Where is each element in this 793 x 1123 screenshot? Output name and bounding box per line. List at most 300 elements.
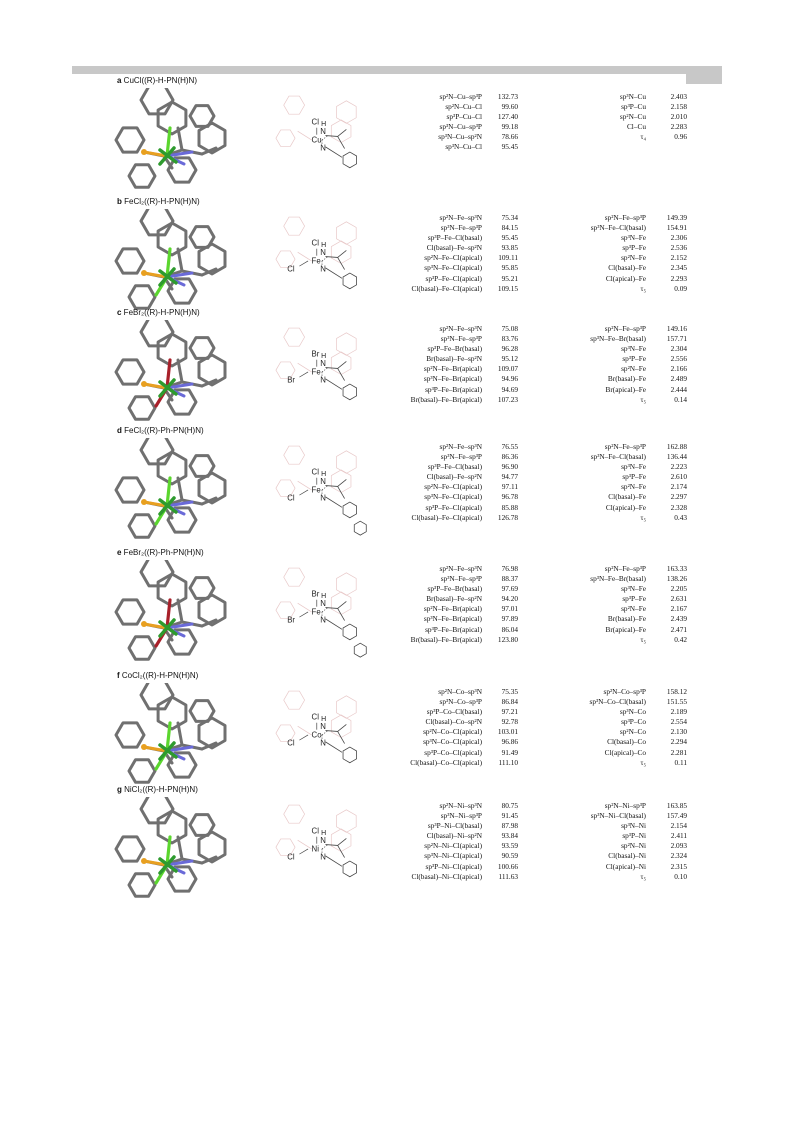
panel-title: [117, 308, 200, 317]
angles-table: [372, 213, 518, 294]
ring-2: [116, 128, 144, 152]
table-row: [552, 462, 687, 472]
measure-label: sp³P–Fe–Br(basal): [427, 584, 482, 594]
table-row: [552, 233, 687, 243]
measure-label: sp³N–Co: [619, 707, 646, 717]
structure-drawing: [262, 795, 382, 895]
table-row: [372, 462, 518, 472]
measure-value: 149.16: [666, 324, 687, 333]
measure-label: Br(basal)–Fe: [607, 374, 646, 384]
table-row: [552, 344, 687, 354]
table-row: [372, 354, 518, 364]
measure-label: sp³N–Ni–sp³P: [440, 811, 482, 821]
ring-6: [190, 815, 214, 836]
table-row: [552, 472, 687, 482]
table-row: [552, 385, 687, 395]
measure-value: 2.304: [670, 344, 687, 354]
table-row: [372, 635, 518, 645]
measure-value: 86.36: [501, 452, 518, 462]
measure-label: sp³N–Fe–Br(apical): [423, 374, 482, 384]
table-row: [552, 503, 687, 513]
measure-value: 2.283: [670, 122, 687, 132]
measure-label: Cl(basal)–Co: [607, 737, 646, 747]
measure-label: sp³N–Fe–Br(basal): [590, 334, 646, 344]
panel-a: [72, 76, 722, 188]
measure-label: sp³P–Fe–Cl(basal): [427, 462, 482, 472]
measure-value: 2.223: [670, 462, 687, 472]
panel-letter: d: [117, 426, 122, 435]
panel-letter: b: [117, 197, 122, 206]
measure-value: 2.489: [670, 374, 687, 384]
measure-label: sp³P–Ni–Cl(basal): [427, 821, 482, 831]
table-row: [552, 395, 687, 405]
measure-label: sp³P–Fe: [622, 594, 646, 604]
measure-label: Br(basal)–Fe–Br(apical): [410, 634, 482, 644]
measure-label: τ₅: [640, 871, 646, 881]
measure-label: sp³P–Fe–Br(apical): [425, 384, 482, 394]
measure-value: 2.631: [670, 594, 687, 604]
measure-value: 91.49: [501, 747, 518, 757]
ring-1: [158, 102, 186, 134]
measure-value: 86.04: [501, 624, 518, 634]
measure-label: sp³N–Cu–sp²N: [438, 132, 482, 142]
measure-value: 95.12: [501, 354, 518, 364]
measure-value: 0.10: [674, 871, 687, 881]
table-row: [372, 472, 518, 482]
svg-text:N: N: [320, 126, 326, 136]
panel-title: [117, 426, 204, 435]
table-row: [552, 625, 687, 635]
ring-2: [116, 600, 144, 624]
table-row: [552, 213, 687, 223]
measure-label: sp³P–Fe–Br(apical): [425, 624, 482, 634]
table-row: [552, 284, 687, 294]
svg-text:H: H: [321, 353, 327, 360]
panel-letter: e: [117, 548, 122, 557]
ring-2: [116, 723, 144, 747]
measure-value: 2.328: [670, 502, 687, 512]
table-row: [552, 274, 687, 284]
measure-label: sp³P–Fe–Cl(basal): [427, 233, 482, 243]
metal-label: Fe: [311, 607, 321, 617]
ring-6: [190, 456, 214, 477]
measure-label: τ₅: [640, 394, 646, 404]
svg-text:H: H: [321, 830, 327, 837]
panel-g: [72, 785, 722, 897]
measure-label: sp²N–Fe–sp³P: [604, 442, 646, 451]
measure-value: 96.78: [501, 492, 518, 502]
measure-label: sp³N–Fe–Cl(apical): [424, 263, 482, 273]
measure-value: 76.55: [501, 442, 518, 451]
measure-value: 162.88: [666, 442, 687, 451]
measure-label: sp²N–Fe–sp³N: [439, 442, 482, 451]
measure-label: sp²N–Co–Cl(apical): [423, 727, 482, 737]
measure-label: sp²N–Fe–sp³N: [439, 324, 482, 333]
table-row: [372, 872, 518, 882]
measure-value: 97.21: [501, 707, 518, 717]
panel-e: [72, 548, 722, 660]
halide-label: Br: [311, 589, 320, 599]
measure-value: 0.09: [674, 283, 687, 293]
measure-label: τ₅: [640, 283, 646, 293]
table-row: [372, 513, 518, 523]
measure-value: 2.610: [670, 472, 687, 482]
ring-2: [116, 478, 144, 502]
table-row: [552, 758, 687, 768]
ring-1: [158, 574, 186, 606]
crystal-structure-image: [112, 88, 252, 193]
svg-text:N: N: [320, 615, 326, 625]
svg-text:N: N: [320, 493, 326, 503]
structure-drawing: [262, 558, 382, 658]
measure-label: Cl(basal)–Fe: [608, 263, 646, 273]
table-row: [552, 564, 687, 574]
measure-label: Br(basal)–Fe–sp²N: [426, 594, 482, 604]
svg-text:N: N: [320, 143, 326, 153]
table-row: [372, 442, 518, 452]
crystal-structure-image: [112, 797, 252, 902]
table-row: [372, 841, 518, 851]
measure-value: 2.411: [670, 831, 687, 841]
table-row: [552, 132, 687, 142]
ring-1: [158, 697, 186, 729]
measure-label: sp²N–Fe: [621, 604, 646, 614]
halide-label: Cl: [311, 238, 319, 248]
table-row: [552, 122, 687, 132]
measure-value: 2.189: [670, 707, 687, 717]
measure-value: 75.08: [501, 324, 518, 333]
measure-label: sp³N–Ni–Cl(basal): [590, 811, 646, 821]
measure-value: 84.15: [501, 223, 518, 233]
measure-label: sp³N–Fe–sp³P: [440, 574, 482, 584]
crystal-structure-image: [112, 209, 252, 314]
measure-label: sp³P–Ni: [622, 831, 646, 841]
ring-1: [158, 452, 186, 484]
bonds-table: [552, 213, 687, 294]
measure-value: 91.45: [501, 811, 518, 821]
table-row: [552, 574, 687, 584]
measure-value: 93.84: [501, 831, 518, 841]
table-row: [552, 324, 687, 334]
measure-value: 0.96: [674, 132, 687, 142]
table-row: [552, 707, 687, 717]
compound-name: FeCl₂((R)-Ph-PN(H)N): [121, 426, 204, 435]
measure-value: 96.28: [501, 344, 518, 354]
measure-label: sp²N–Fe–Br(apical): [423, 604, 482, 614]
measure-value: 97.89: [501, 614, 518, 624]
table-row: [372, 625, 518, 635]
measure-label: Cl–Cu: [626, 122, 646, 132]
measure-label: sp³P–Fe–Cl(apical): [425, 273, 482, 283]
table-row: [372, 697, 518, 707]
ring-6: [190, 578, 214, 599]
measure-label: Cl(apical)–Fe: [605, 273, 646, 283]
measure-label: Cl(apical)–Co: [604, 747, 646, 757]
measure-label: Cl(basal)–Co–Cl(apical): [410, 757, 482, 767]
measure-value: 92.78: [501, 717, 518, 727]
measure-label: Cl(basal)–Fe–sp²N: [426, 472, 482, 482]
measure-value: 111.63: [498, 871, 518, 881]
measure-label: sp³N–Fe: [621, 584, 646, 594]
angles-table: [372, 92, 518, 153]
measure-value: 2.093: [670, 841, 687, 851]
measure-value: 0.42: [674, 634, 687, 644]
measure-value: 94.20: [501, 594, 518, 604]
measure-value: 2.439: [670, 614, 687, 624]
measure-value: 109.15: [497, 283, 518, 293]
measure-label: sp²N–Ni: [621, 841, 646, 851]
metal-label: Co: [311, 730, 322, 740]
panel-letter: c: [117, 308, 122, 317]
ring-4: [129, 760, 155, 783]
measure-label: sp³N–Cu: [619, 92, 646, 101]
table-row: [552, 374, 687, 384]
table-row: [372, 334, 518, 344]
measure-label: sp³P–Fe–Br(basal): [427, 344, 482, 354]
measure-value: 2.403: [670, 92, 687, 101]
halide-label: Cl: [287, 852, 295, 862]
table-row: [372, 102, 518, 112]
measure-value: 2.315: [670, 861, 687, 871]
measure-value: 149.39: [666, 213, 687, 222]
halide-label: Cl: [311, 117, 319, 127]
table-row: [552, 737, 687, 747]
table-row: [372, 263, 518, 273]
table-row: [372, 727, 518, 737]
table-row: [372, 564, 518, 574]
table-row: [552, 604, 687, 614]
table-row: [552, 513, 687, 523]
table-row: [372, 492, 518, 502]
measure-label: sp³N–Fe–Cl(apical): [424, 492, 482, 502]
table-row: [372, 213, 518, 223]
panel-title: [117, 197, 200, 206]
measure-value: 154.91: [666, 223, 687, 233]
panel-b: [72, 197, 722, 309]
table-row: [372, 243, 518, 253]
svg-text:N: N: [320, 738, 326, 748]
table-row: [372, 132, 518, 142]
measure-label: τ₅: [640, 634, 646, 644]
measure-value: 109.11: [498, 253, 518, 263]
measure-value: 97.69: [501, 584, 518, 594]
measure-label: sp³P–Cu–Cl: [446, 112, 482, 122]
angles-table: [372, 801, 518, 882]
measure-label: sp³N–Cu–sp³P: [439, 122, 482, 132]
measure-label: Cl(basal)–Fe: [608, 492, 646, 502]
ring-6: [190, 338, 214, 359]
table-row: [552, 492, 687, 502]
measure-label: sp³N–Fe–sp³P: [440, 452, 482, 462]
compound-name: NiCl₂((R)-H-PN(H)N): [121, 785, 198, 794]
measure-label: sp²N–Fe–sp³N: [439, 213, 482, 222]
measure-label: sp³N–Co–sp³P: [439, 697, 482, 707]
measure-label: sp²N–Co–sp³N: [438, 687, 482, 696]
measure-label: sp³N–Fe–Cl(basal): [590, 223, 646, 233]
measure-value: 76.98: [501, 564, 518, 573]
panel-c: [72, 308, 722, 420]
ring-1: [158, 334, 186, 366]
table-row: [372, 503, 518, 513]
measure-label: Cl(apical)–Ni: [605, 861, 646, 871]
measure-value: 100.66: [497, 861, 518, 871]
table-row: [372, 344, 518, 354]
panel-letter: g: [117, 785, 122, 794]
measure-label: Br(basal)–Fe–sp²N: [426, 354, 482, 364]
measure-label: sp³N–Ni: [621, 821, 646, 831]
measure-label: sp²N–Co–sp³P: [603, 687, 646, 696]
measure-value: 78.66: [501, 132, 518, 142]
bonds-table: [552, 564, 687, 645]
measure-label: sp²N–Fe–sp³N: [439, 564, 482, 573]
bonds-table: [552, 687, 687, 768]
measure-label: sp²N–Fe–sp³P: [604, 213, 646, 222]
measure-value: 94.96: [501, 374, 518, 384]
measure-value: 2.130: [670, 727, 687, 737]
measure-label: Br(apical)–Fe: [605, 384, 646, 394]
measure-value: 95.45: [501, 142, 518, 152]
measure-value: 97.11: [501, 482, 518, 492]
measure-value: 157.49: [666, 811, 687, 821]
structure-drawing: [262, 436, 382, 536]
ring-4: [129, 165, 155, 188]
measure-value: 163.85: [666, 801, 687, 810]
ring-2: [116, 249, 144, 273]
table-row: [372, 811, 518, 821]
bonds-table: [552, 442, 687, 523]
table-row: [552, 811, 687, 821]
svg-text:H: H: [321, 593, 327, 600]
measure-label: sp³N–Fe: [621, 462, 646, 472]
measure-label: Cl(basal)–Co–sp²N: [425, 717, 482, 727]
table-row: [552, 862, 687, 872]
measure-value: 2.154: [670, 821, 687, 831]
measure-label: sp²N–Cu–Cl: [445, 102, 482, 112]
svg-text:H: H: [321, 716, 327, 723]
measure-label: sp²N–Ni–Cl(apical): [424, 841, 482, 851]
measure-label: τ₄: [640, 132, 646, 142]
table-row: [372, 253, 518, 263]
crystal-structure-image: [112, 320, 252, 425]
measure-label: sp³N–Co–Cl(apical): [423, 737, 482, 747]
table-row: [372, 594, 518, 604]
measure-value: 93.85: [501, 243, 518, 253]
measure-label: sp²N–Cu–sp³P: [439, 92, 482, 101]
table-row: [372, 851, 518, 861]
measure-value: 2.152: [670, 253, 687, 263]
measure-value: 123.80: [497, 634, 518, 644]
halide-label: Cl: [311, 826, 319, 836]
table-row: [372, 717, 518, 727]
table-row: [552, 223, 687, 233]
halide-label: Cl: [287, 738, 295, 748]
halide-label: Cl: [311, 712, 319, 722]
table-row: [372, 614, 518, 624]
measure-label: sp³N–Fe–sp³P: [440, 334, 482, 344]
measure-value: 0.43: [674, 512, 687, 522]
measure-label: sp²N–Fe–Cl(apical): [424, 482, 482, 492]
measure-value: 86.84: [501, 697, 518, 707]
ring-1: [158, 811, 186, 843]
ring-2: [116, 837, 144, 861]
measure-label: sp²N–Co: [619, 727, 646, 737]
panel-title: [117, 785, 198, 794]
metal-label: Fe: [311, 367, 321, 377]
table-row: [552, 442, 687, 452]
measure-value: 2.174: [670, 482, 687, 492]
structure-drawing: [262, 318, 382, 418]
table-row: [372, 395, 518, 405]
measure-value: 2.345: [670, 263, 687, 273]
table-row: [372, 223, 518, 233]
measure-label: Cl(basal)–Fe–Cl(apical): [411, 283, 482, 293]
panel-f: [72, 671, 722, 783]
table-row: [372, 324, 518, 334]
measure-label: sp³N–Fe–Cl(basal): [590, 452, 646, 462]
ring-6: [190, 701, 214, 722]
measure-value: 94.77: [501, 472, 518, 482]
table-row: [372, 274, 518, 284]
measure-value: 0.14: [674, 394, 687, 404]
table-row: [552, 482, 687, 492]
panel-title: [117, 671, 198, 680]
table-row: [552, 354, 687, 364]
table-row: [552, 452, 687, 462]
measure-label: Cl(basal)–Fe–Cl(apical): [411, 512, 482, 522]
table-row: [372, 233, 518, 243]
measure-label: sp²N–Fe–Cl(apical): [424, 253, 482, 263]
ring-4: [129, 874, 155, 897]
measure-value: 99.18: [501, 122, 518, 132]
compound-name: FeCl₂((R)-H-PN(H)N): [121, 197, 200, 206]
measure-label: sp²N–Ni–sp³N: [439, 801, 482, 810]
measure-value: 2.293: [670, 273, 687, 283]
measure-value: 2.166: [670, 364, 687, 374]
table-row: [372, 574, 518, 584]
measure-label: sp³P–Co–Cl(apical): [424, 747, 482, 757]
svg-text:H: H: [321, 242, 327, 249]
table-row: [372, 452, 518, 462]
table-row: [552, 821, 687, 831]
table-row: [552, 841, 687, 851]
measure-value: 80.75: [501, 801, 518, 810]
measure-value: 94.69: [501, 384, 518, 394]
measure-value: 132.73: [497, 92, 518, 101]
table-row: [552, 614, 687, 624]
measure-value: 2.167: [670, 604, 687, 614]
measure-label: Cl(basal)–Ni: [608, 851, 646, 861]
measure-value: 109.07: [497, 364, 518, 374]
metal-label: Fe: [311, 485, 321, 495]
measure-label: sp³N–Ni–Cl(apical): [424, 851, 482, 861]
measure-label: Cl(basal)–Fe–sp²N: [426, 243, 482, 253]
measure-value: 75.35: [501, 687, 518, 696]
panel-d: [72, 426, 722, 538]
table-row: [372, 831, 518, 841]
measure-value: 95.45: [501, 233, 518, 243]
halide-label: Br: [311, 349, 320, 359]
halide-label: Br: [287, 375, 296, 385]
table-row: [372, 122, 518, 132]
measure-value: 0.11: [674, 757, 687, 767]
measure-label: sp³N–Fe: [621, 233, 646, 243]
bonds-table: [552, 92, 687, 142]
table-row: [372, 862, 518, 872]
table-row: [552, 102, 687, 112]
angles-table: [372, 687, 518, 768]
measure-value: 107.23: [497, 394, 518, 404]
measure-label: sp³N–Fe–sp³P: [440, 223, 482, 233]
